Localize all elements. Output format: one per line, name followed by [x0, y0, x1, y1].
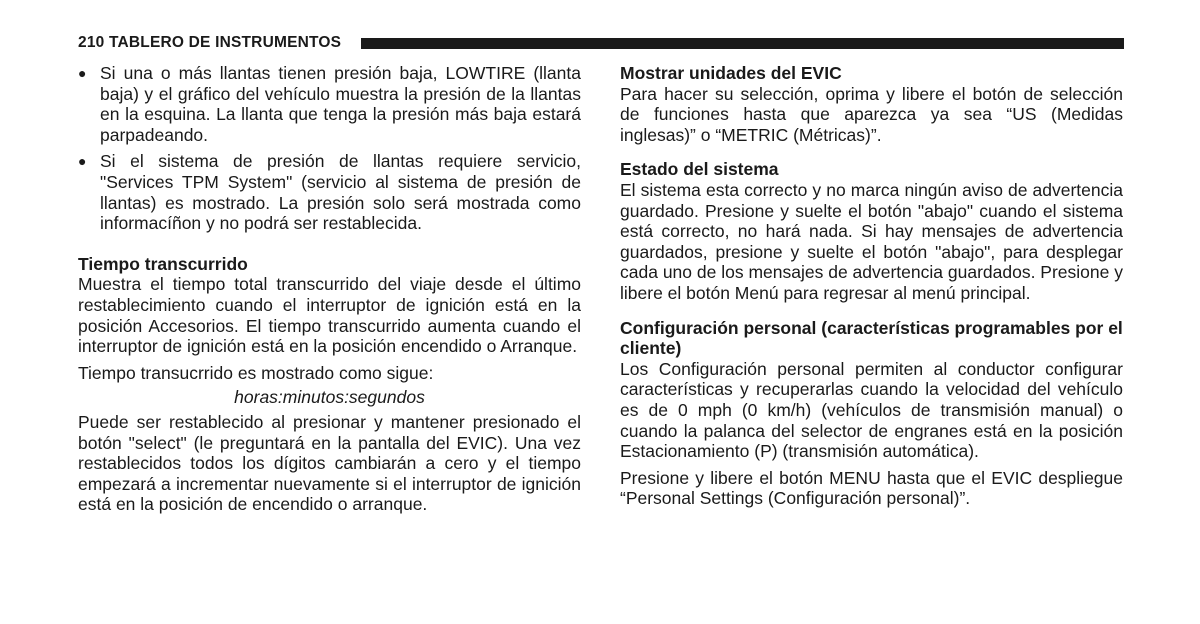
section-heading-config: Configuración personal (características programables por el cliente)	[620, 317, 1123, 359]
config-paragraph-2: Presione y libere el botón MENU hasta que el EVIC despliegue “Personal Settings (Configuración personal)”.	[620, 467, 1123, 509]
bullet-text: Si una o más llantas tienen presión baja, LOWTIRE (llanta baja) y el gráfico del vehículo muestra la presión de la llantas en la esquina. La llanta que tenga la presión más baja estará parpadeando.	[100, 63, 581, 145]
right-column	[620, 63, 1123, 509]
bullet-item	[78, 63, 581, 145]
section-heading-unidades: Mostrar unidades del EVIC	[620, 63, 842, 83]
section-heading-estado: Estado del sistema	[620, 159, 779, 180]
page-header	[78, 33, 1124, 53]
bullet-item	[78, 151, 581, 233]
section-heading-tiempo: Tiempo transcurrido	[78, 253, 248, 274]
left-column	[78, 63, 581, 515]
time-format: horas:minutos:segundos	[234, 387, 425, 408]
page-header-title: 210 TABLERO DE INSTRUMENTOS	[78, 34, 342, 51]
header-rule	[361, 38, 1124, 49]
tiempo-paragraph-1: Muestra el tiempo total transcurrido del viaje desde el último restablecimiento cuando el interruptor de ignición está en la posición Accesorios. El tiempo transcurrido aumenta cuando el interruptor de ignición está en la posición encendido o Arranque.	[78, 274, 581, 357]
config-paragraph-1: Los Configuración personal permiten al conductor configurar características y recuperarlas cuando la velocidad del vehículo es de 0 mph (0 km/h) (vehículos de transmisión manual) o cuando la palanca del selector de engranes está en la posición Estacionamiento (P) (transmisión automática).	[620, 358, 1123, 462]
estado-paragraph: El sistema esta correcto y no marca ningún aviso de advertencia guardado. Presione y suelte el botón "abajo" cuando el sistema está correcto, no hará nada. Si hay mensajes de advertencia guardados, presione y suelte el botón "abajo", para desplegar cada uno de los mensajes de advertencia guardados. Presione y libere el botón Menú para regresar al menú principal.	[620, 179, 1123, 303]
bullet-text: Si el sistema de presión de llantas requiere servicio, "Services TPM System" (servicio al sistema de presión de llantas) es mostrado. La presión solo será mostrada como informacíñon y no podrá ser restablecida.	[100, 151, 581, 234]
bullet-dot-icon: ●	[78, 153, 87, 170]
tiempo-paragraph-3: Puede ser restablecido al presionar y mantener presionado el botón "select" (le preguntará en la pantalla del EVIC). Una vez restablecidos todos los dígitos cambiarán a cero y el tiempo empezará a incrementar nuevamente si el interruptor de ignición está en la posición de encendido o arranque.	[78, 411, 581, 515]
bullet-dot-icon: ●	[78, 65, 87, 81]
tiempo-paragraph-2: Tiempo transucrrido es mostrado como sigue:	[78, 362, 434, 383]
unidades-paragraph: Para hacer su selección, oprima y libere el botón de selección de funciones hasta que aparezca ya sea “US (Medidas inglesas)” o “METRIC (Métricas)”.	[620, 83, 1123, 145]
